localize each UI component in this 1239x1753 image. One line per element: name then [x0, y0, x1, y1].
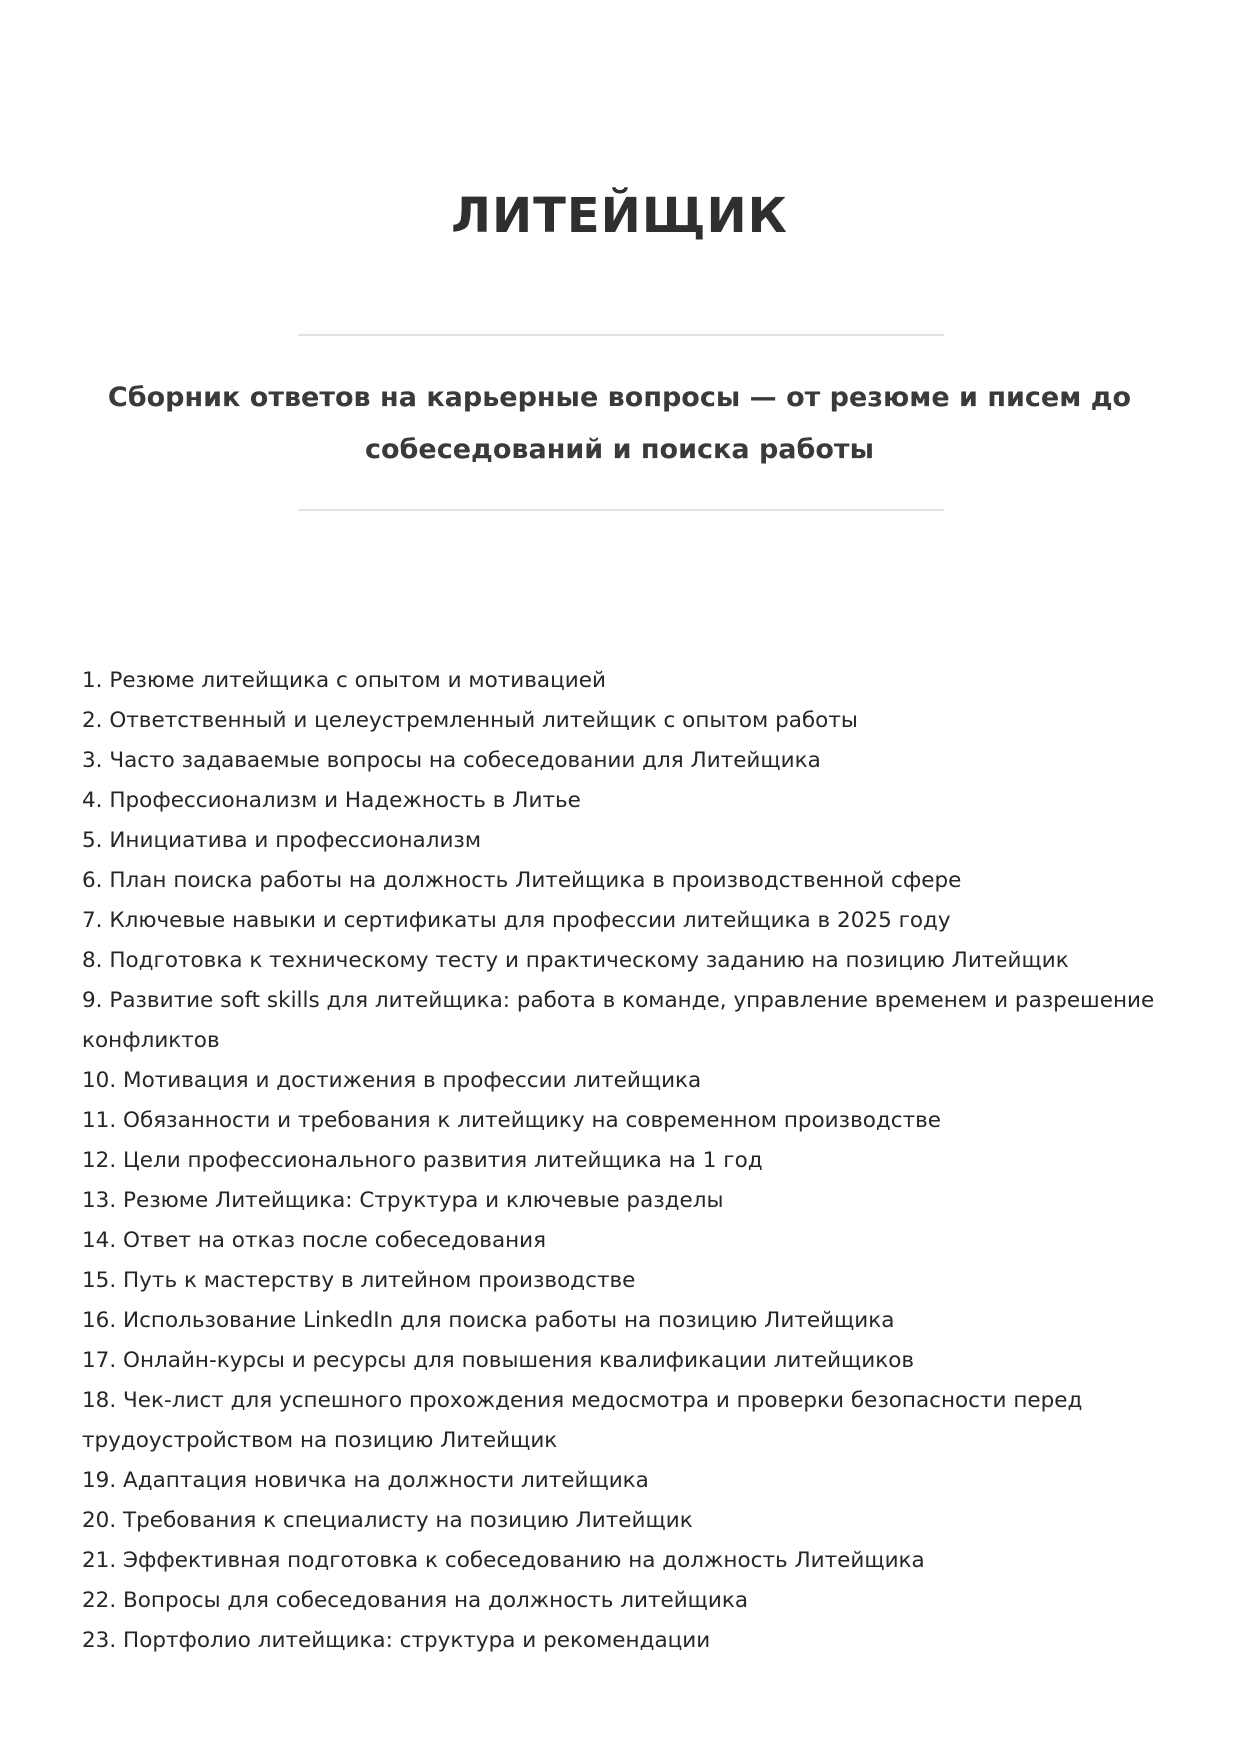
- toc-item: 1. Резюме литейщика с опытом и мотивацией: [82, 668, 606, 693]
- toc-item: 22. Вопросы для собеседования на должность литейщика: [82, 1588, 749, 1613]
- table-of-contents: [82, 661, 1172, 1661]
- toc-item: 21. Эффективная подготовка к собеседованию на должность Литейщика: [82, 1548, 925, 1573]
- toc-item: 16. Использование LinkedIn для поиска работы на позицию Литейщика: [82, 1308, 895, 1333]
- divider-top: [298, 334, 944, 336]
- toc-item: 7. Ключевые навыки и сертификаты для профессии литейщика в 2025 году: [82, 908, 951, 933]
- toc-item: 14. Ответ на отказ после собеседования: [82, 1228, 547, 1253]
- document-subtitle: Сборник ответов на карьерные вопросы — от резюме и писем до собеседований и поиска работы: [107, 382, 1132, 465]
- toc-item: 15. Путь к мастерству в литейном производстве: [82, 1268, 636, 1293]
- document-title: ЛИТЕЙЩИК: [451, 188, 788, 244]
- toc-item: 2. Ответственный и целеустремленный литейщик с опытом работы: [82, 708, 858, 733]
- toc-item: 6. План поиска работы на должность Литейщика в производственной сфере: [82, 868, 962, 893]
- toc-item: 17. Онлайн-курсы и ресурсы для повышения квалификации литейщиков: [82, 1348, 915, 1373]
- toc-item: 20. Требования к специалисту на позицию Литейщик: [82, 1508, 693, 1533]
- toc-item: 5. Инициатива и профессионализм: [82, 828, 482, 853]
- toc-item: 11. Обязанности и требования к литейщику на современном производстве: [82, 1108, 942, 1133]
- toc-item: 4. Профессионализм и Надежность в Литье: [82, 788, 581, 813]
- toc-item: 23. Портфолио литейщика: структура и рекомендации: [82, 1628, 711, 1653]
- toc-item: 19. Адаптация новичка на должности литейщика: [82, 1468, 649, 1493]
- toc-item: 9. Развитие soft skills для литейщика: работа в команде, управление временем и разрешение конфликтов: [82, 988, 1155, 1053]
- toc-item: 18. Чек-лист для успешного прохождения медосмотра и проверки безопасности перед трудоустройством на позицию Литейщик: [82, 1388, 1083, 1453]
- toc-item: 13. Резюме Литейщика: Структура и ключевые разделы: [82, 1188, 724, 1213]
- divider-bottom: [298, 509, 944, 511]
- toc-item: 8. Подготовка к техническому тесту и практическому заданию на позицию Литейщик: [82, 948, 1069, 973]
- toc-item: 10. Мотивация и достижения в профессии литейщика: [82, 1068, 702, 1093]
- toc-item: 12. Цели профессионального развития литейщика на 1 год: [82, 1148, 763, 1173]
- toc-item: 3. Часто задаваемые вопросы на собеседовании для Литейщика: [82, 748, 821, 773]
